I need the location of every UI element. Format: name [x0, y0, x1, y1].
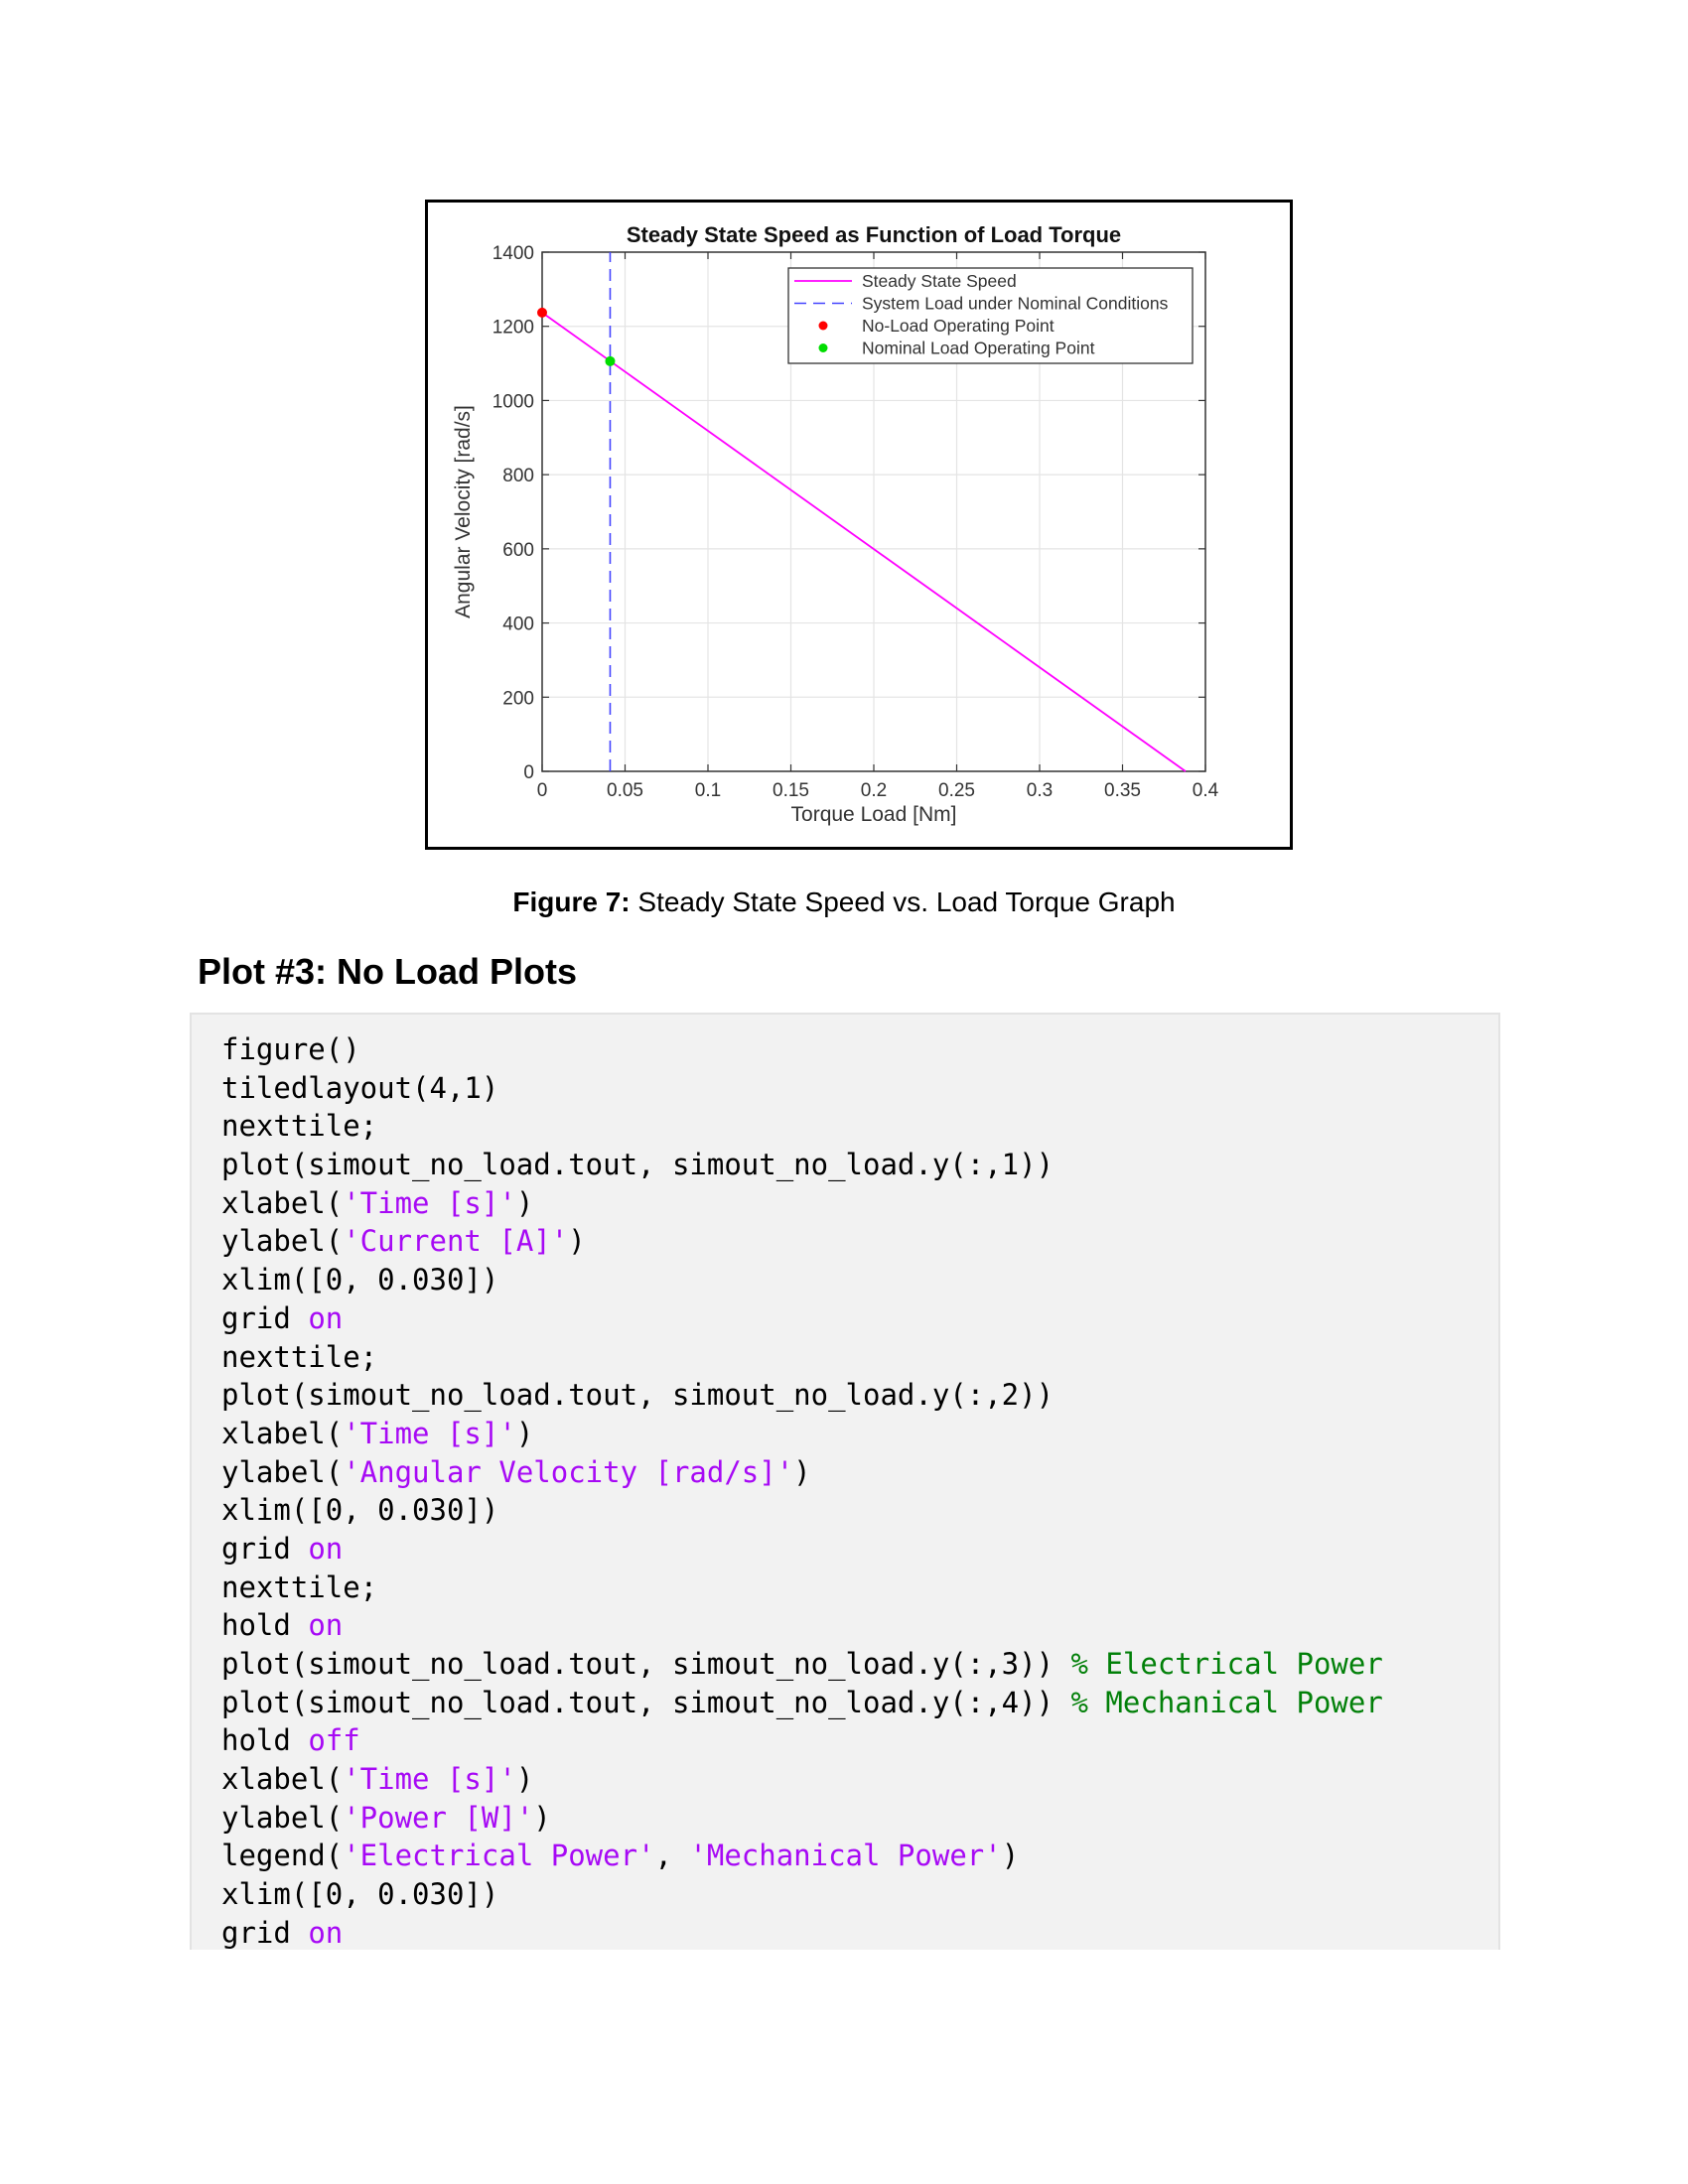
code-line — [221, 1453, 1383, 1492]
code-string: 'Power [W]' — [343, 1800, 534, 1835]
code-line — [221, 1376, 1383, 1415]
no-load-point — [537, 308, 547, 318]
code-text: ) — [568, 1224, 586, 1259]
code-line — [221, 1875, 1383, 1914]
y-tick-label: 200 — [502, 688, 534, 710]
code-text: ) — [515, 1416, 534, 1450]
code-text: hold — [221, 1608, 309, 1643]
code-line — [221, 1299, 1383, 1338]
legend-swatch-point — [819, 343, 828, 352]
code-line — [221, 1530, 1383, 1569]
legend-swatch-point — [819, 322, 828, 331]
caption-label: Figure 7: — [512, 887, 631, 917]
code-block — [190, 1013, 1500, 1950]
code-text: plot(simout_no_load.tout, simout_no_load.y(:,3)) — [221, 1647, 1071, 1681]
code-line — [221, 1415, 1383, 1453]
caption-text: Steady State Speed vs. Load Torque Graph — [637, 887, 1176, 917]
y-tick-label: 1200 — [492, 317, 534, 339]
legend-entry: No-Load Operating Point — [862, 316, 1055, 336]
code-string: 'Current [A]' — [343, 1224, 569, 1259]
code-text: plot(simout_no_load.tout, simout_no_load.y(:,2)) — [221, 1378, 1055, 1413]
code-text: , — [654, 1839, 690, 1873]
code-text: grid — [221, 1300, 309, 1335]
code-line — [221, 1684, 1383, 1722]
code-text: figure() — [221, 1032, 360, 1066]
code-text: plot(simout_no_load.tout, simout_no_load.y(:,4)) — [221, 1685, 1071, 1719]
code-line — [221, 1107, 1383, 1146]
x-tick-label: 0.05 — [607, 780, 643, 801]
code-line — [221, 1645, 1383, 1684]
code-text: xlim([0, 0.030]) — [221, 1263, 499, 1297]
code-text: ) — [533, 1800, 551, 1835]
nominal-load-point — [605, 356, 615, 366]
code-line — [221, 1606, 1383, 1645]
x-tick-label: 0.3 — [1026, 780, 1054, 801]
chart-title: Steady State Speed as Function of Load Torque — [626, 222, 1122, 247]
code-string: 'Electrical Power' — [343, 1839, 655, 1873]
code-text: ) — [515, 1762, 534, 1797]
x-tick-label: 0.2 — [860, 780, 888, 801]
code-text: nexttile; — [221, 1109, 378, 1144]
code-text: xlim([0, 0.030]) — [221, 1493, 499, 1528]
code-text: ylabel( — [221, 1224, 344, 1259]
y-tick-label: 400 — [502, 614, 534, 635]
code-string: 'Mechanical Power' — [689, 1839, 1002, 1873]
code-text: xlabel( — [221, 1762, 344, 1797]
code-keyword: on — [308, 1915, 344, 1950]
y-tick-label: 0 — [523, 762, 534, 783]
code-keyword: on — [308, 1531, 344, 1566]
code-lines — [221, 1030, 1383, 1950]
x-tick-label: 0 — [536, 780, 548, 801]
code-string: 'Time [s]' — [343, 1416, 516, 1450]
code-line — [221, 1146, 1383, 1184]
code-text: plot(simout_no_load.tout, simout_no_load.y(:,1)) — [221, 1148, 1055, 1182]
x-tick-label: 0.25 — [938, 780, 975, 801]
code-text: xlabel( — [221, 1185, 344, 1220]
legend-entry: Steady State Speed — [862, 271, 1017, 291]
code-text: ylabel( — [221, 1454, 344, 1489]
y-tick-label: 1000 — [492, 391, 534, 413]
code-string: 'Time [s]' — [343, 1185, 516, 1220]
y-axis-label: Angular Velocity [rad/s] — [452, 405, 475, 618]
x-tick-label: 0.4 — [1192, 780, 1219, 801]
code-text: ) — [793, 1454, 811, 1489]
code-line — [221, 1184, 1383, 1223]
code-text: grid — [221, 1531, 309, 1566]
code-line — [221, 1569, 1383, 1607]
y-tick-label: 800 — [502, 466, 534, 487]
code-text: ylabel( — [221, 1800, 344, 1835]
section-heading: Plot #3: No Load Plots — [198, 951, 578, 992]
code-line — [221, 1069, 1383, 1108]
code-line — [221, 1491, 1383, 1530]
legend-entry: System Load under Nominal Conditions — [862, 293, 1169, 314]
code-line — [221, 1837, 1383, 1875]
figure-caption — [0, 887, 1688, 918]
code-line — [221, 1721, 1383, 1760]
code-text: xlim([0, 0.030]) — [221, 1877, 499, 1912]
code-string: 'Angular Velocity [rad/s]' — [343, 1454, 794, 1489]
x-axis-label: Torque Load [Nm] — [790, 803, 957, 826]
x-tick-label: 0.15 — [773, 780, 809, 801]
code-text: tiledlayout(4,1) — [221, 1070, 499, 1105]
code-line — [221, 1261, 1383, 1299]
figure-frame — [425, 200, 1293, 850]
code-keyword: on — [308, 1300, 344, 1335]
code-line — [221, 1338, 1383, 1377]
code-string: 'Time [s]' — [343, 1762, 516, 1797]
code-line — [221, 1760, 1383, 1799]
y-tick-label: 600 — [502, 539, 534, 561]
code-text: legend( — [221, 1839, 344, 1873]
code-line — [221, 1799, 1383, 1838]
y-tick-label: 1400 — [492, 243, 534, 264]
code-text: hold — [221, 1723, 309, 1758]
code-text: nexttile; — [221, 1570, 378, 1604]
code-text: ) — [515, 1185, 534, 1220]
legend-entry: Nominal Load Operating Point — [862, 338, 1095, 358]
code-keyword: off — [308, 1723, 360, 1758]
code-text: xlabel( — [221, 1416, 344, 1450]
code-text: nexttile; — [221, 1339, 378, 1374]
x-tick-label: 0.1 — [694, 780, 722, 801]
code-text: ) — [1001, 1839, 1020, 1873]
code-line — [221, 1030, 1383, 1069]
code-keyword: on — [308, 1608, 344, 1643]
code-line — [221, 1222, 1383, 1261]
code-line — [221, 1914, 1383, 1950]
steady-state-speed-chart — [428, 203, 1290, 847]
x-tick-label: 0.35 — [1104, 780, 1141, 801]
code-comment: % Mechanical Power — [1070, 1685, 1383, 1719]
code-text: grid — [221, 1915, 309, 1950]
code-comment: % Electrical Power — [1070, 1647, 1383, 1681]
